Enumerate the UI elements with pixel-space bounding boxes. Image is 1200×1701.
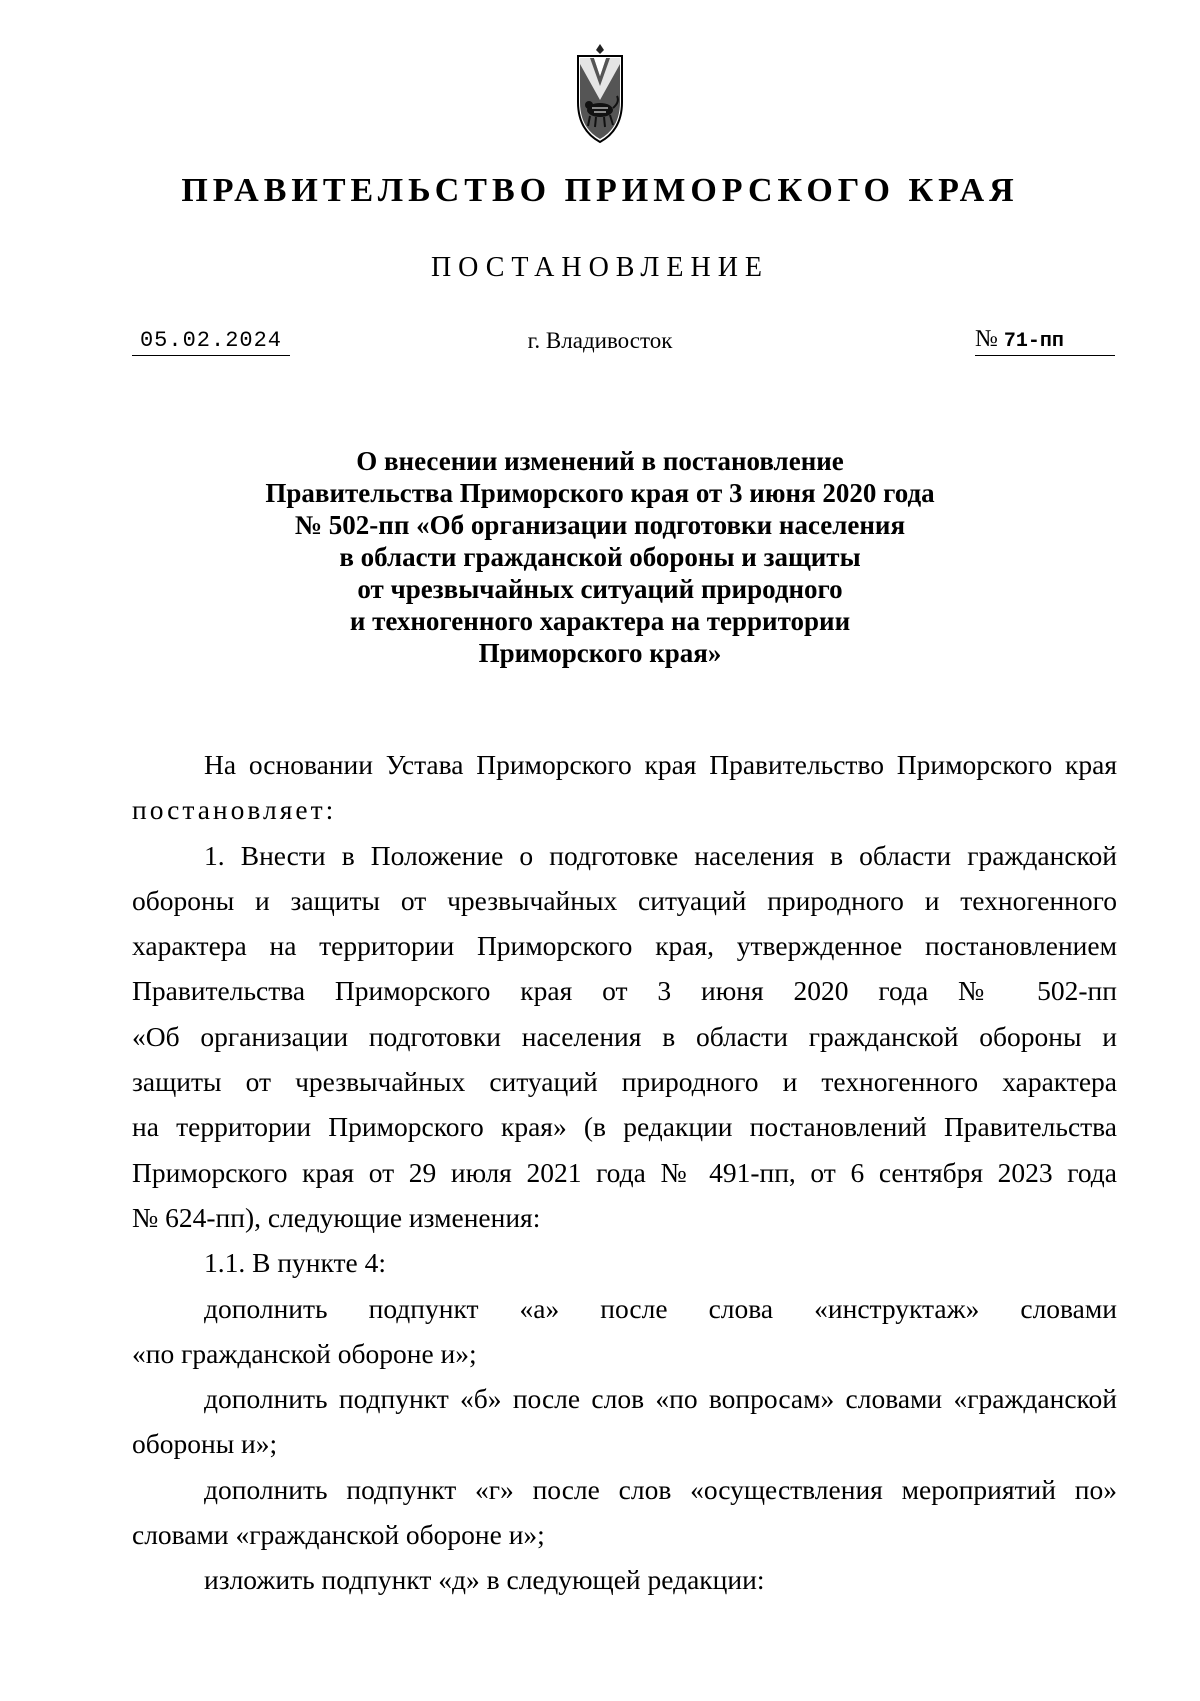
document-title xyxy=(150,445,1050,669)
number-value: 71-пп xyxy=(1003,330,1064,353)
item1-line: Приморского края от 29 июля 2021 года № 491-пп, от 6 сентября 2023 года xyxy=(132,1156,1117,1188)
title-line: О внесении изменений в постановление xyxy=(356,446,844,476)
sub-b-line: дополнить подпункт «б» после слов «по вопросам» словами «гражданской xyxy=(204,1383,1117,1415)
item1-line: № 624-пп), следующие изменения: xyxy=(132,1201,541,1233)
title-line: в области гражданской обороны и защиты xyxy=(339,542,861,572)
sub-g-line: словами «гражданской обороне и»; xyxy=(132,1519,545,1551)
item1-line: «Об организации подготовки населения в области гражданской обороны и xyxy=(132,1020,1117,1052)
item1-line: на территории Приморского края» (в редакции постановлений Правительства xyxy=(132,1111,1117,1143)
number-sign: № xyxy=(975,326,998,352)
item1-line: обороны и защиты от чрезвычайных ситуаций природного и техногенного xyxy=(132,884,1117,916)
title-line: от чрезвычайных ситуаций природного xyxy=(357,574,843,604)
sub-a-line: дополнить подпункт «а» после слова «инструктаж» словами xyxy=(204,1292,1117,1324)
document-number xyxy=(975,326,1115,356)
sub-g-line: дополнить подпункт «г» после слов «осуществления мероприятий по» xyxy=(204,1473,1117,1505)
title-line: № 502-пп «Об организации подготовки населения xyxy=(294,510,906,540)
document-city: г. Владивосток xyxy=(527,328,673,353)
item1-line: защиты от чрезвычайных ситуаций природного и техногенного характера xyxy=(132,1066,1117,1098)
item1-line: характера на территории Приморского края, утвержденное постановлением xyxy=(132,930,1117,962)
preamble-line: На основании Устава Приморского края Правительство Приморского края xyxy=(204,749,1117,780)
item1-line: Правительства Приморского края от 3 июня 2020 года № 502-пп xyxy=(132,975,1117,1007)
title-line: Правительства Приморского края от 3 июня 2020 года xyxy=(265,478,935,508)
document-body xyxy=(132,742,1117,1603)
document-date: 05.02.2024 xyxy=(132,328,290,356)
sub-a-line: «по гражданской обороне и»; xyxy=(132,1337,477,1369)
title-line: и техногенного характера на территории xyxy=(349,606,851,636)
sub-d-line: изложить подпункт «д» в следующей редакции: xyxy=(204,1564,765,1596)
document-type: ПОСТАНОВЛЕНИЕ xyxy=(430,252,770,283)
sub-b-line: обороны и»; xyxy=(132,1428,278,1460)
item1-1-heading: 1.1. В пункте 4: xyxy=(204,1247,387,1279)
item1-line: 1. Внести в Положение о подготовке населения в области гражданской xyxy=(204,839,1117,871)
organization-title: ПРАВИТЕЛЬСТВО ПРИМОРСКОГО КРАЯ xyxy=(181,172,1019,209)
coat-of-arms-emblem xyxy=(570,42,630,152)
title-line: Приморского края» xyxy=(478,638,722,668)
preamble-decree: постановляет: xyxy=(132,794,337,826)
